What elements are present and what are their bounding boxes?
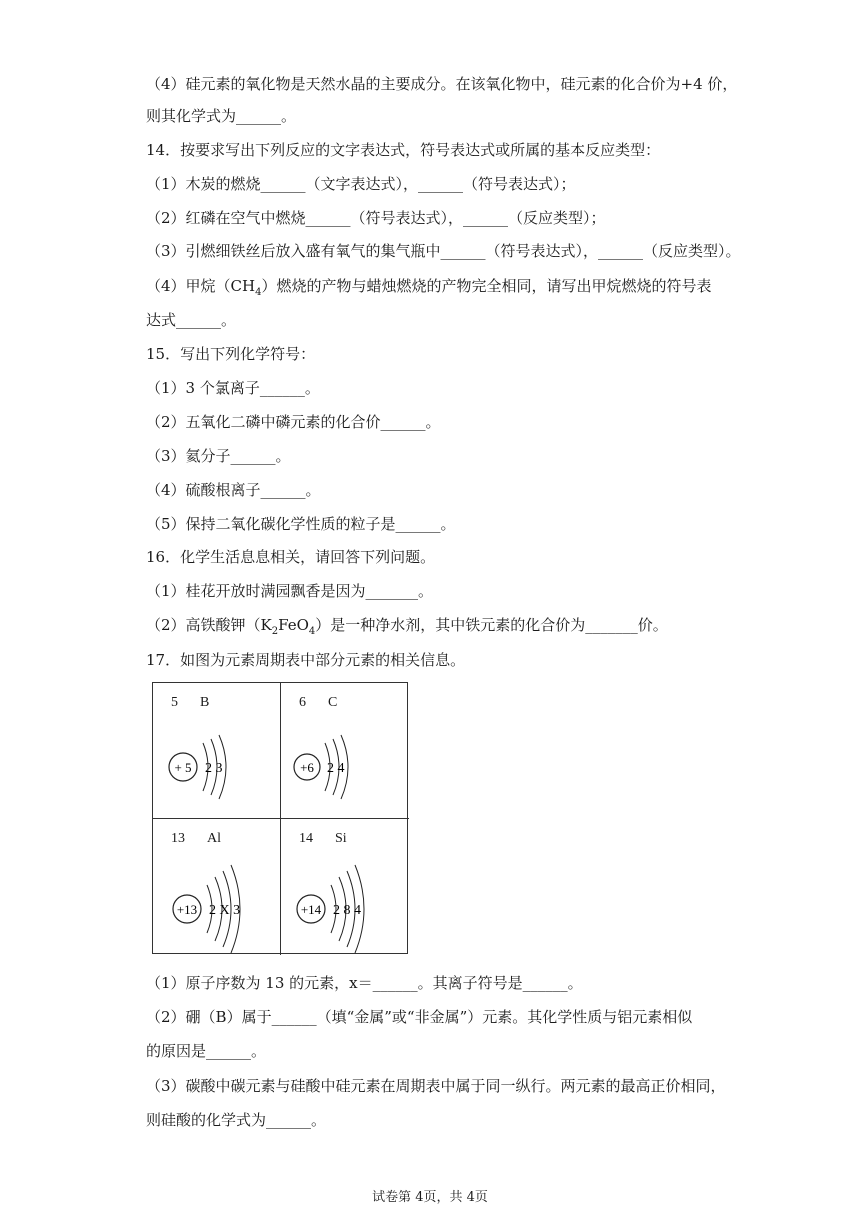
element-cell-carbon	[281, 683, 409, 819]
q15-part2: （2）五氧化二磷中磷元素的化合价______。	[146, 413, 441, 431]
electron-shells: 2 X 3	[209, 903, 241, 918]
q15-part5: （5）保持二氧化碳化学性质的粒子是______。	[146, 515, 456, 533]
nucleus-charge: +13	[176, 902, 198, 917]
atomic-number: 6	[299, 695, 306, 710]
q13-part4-line2: 则其化学式为______。	[146, 107, 297, 125]
q14-part1: （1）木炭的燃烧______（文字表达式），______（符号表达式）；	[146, 175, 576, 193]
q14-part4-line1: （4）甲烷$(CH_4)$燃烧的产物与蜡烛燃烧的产物完全相同，请写出甲烷燃烧的符号表	[146, 277, 712, 298]
element-cell-silicon	[281, 819, 409, 955]
q16-part2: （2）高铁酸钾$(K_2FeO_4)$是一种净水剂，其中铁元素的化合价为_______价。	[146, 616, 668, 637]
q14-part4-line2: 达式______。	[146, 311, 237, 329]
q14-part2: （2）红磷在空气中燃烧______（符号表达式），______（反应类型）；	[146, 209, 606, 227]
element-cell-boron	[153, 683, 281, 819]
page-footer: 试卷第 4页，共 4页	[372, 1190, 488, 1205]
atomic-number: 13	[171, 831, 185, 846]
electron-shells: 2 8 4	[333, 903, 361, 918]
q15-part1: （1）3 个氯离子______。	[146, 379, 320, 397]
q13-part4-line1: （4）硅元素的氧化物是天然水晶的主要成分。在该氧化物中，硅元素的化合价为+4 价，	[146, 75, 738, 93]
electron-shells: 2 4	[327, 761, 345, 776]
atomic-number: 14	[299, 831, 313, 846]
q17-part2-line1: （2）硼（B）属于______（填“金属”或“非金属”）元素。其化学性质与铝元素相似	[146, 1008, 693, 1026]
nucleus-charge: +6	[300, 760, 314, 775]
q14-part3: （3）引燃细铁丝后放入盛有氧气的集气瓶中______（符号表达式），______（反应类型）。	[146, 242, 741, 260]
element-symbol: C	[328, 695, 338, 710]
periodic-table-excerpt	[152, 682, 408, 954]
q17-heading: 17．如图为元素周期表中部分元素的相关信息。	[146, 651, 466, 669]
q17-part3-line2: 则硅酸的化学式为______。	[146, 1111, 327, 1129]
q17-part1: （1）原子序数为 13 的元素，x＝______。其离子符号是______。	[146, 974, 583, 992]
element-symbol: Si	[335, 831, 347, 846]
q17-part2-line2: 的原因是______。	[146, 1042, 267, 1060]
nucleus-charge: +14	[300, 902, 322, 917]
electron-shells: 2 3	[205, 761, 223, 776]
atom-structure-diagram	[153, 819, 281, 955]
q15-heading: 15．写出下列化学符号：	[146, 345, 316, 363]
atom-structure-diagram	[281, 683, 409, 819]
q16-part1: （1）桂花开放时满园飘香是因为_______。	[146, 582, 434, 600]
q15-part4: （4）硫酸根离子______。	[146, 481, 321, 499]
nucleus-charge: + 5	[174, 760, 192, 775]
q16-heading: 16．化学生活息息相关，请回答下列问题。	[146, 548, 436, 566]
element-symbol: Al	[207, 831, 221, 846]
atom-structure-diagram	[281, 819, 409, 955]
q15-part3: （3）氦分子______。	[146, 447, 291, 465]
q17-part3-line1: （3）碳酸中碳元素与硅酸中硅元素在周期表中属于同一纵行。两元素的最高正价相同，	[146, 1077, 726, 1095]
atom-structure-diagram	[153, 683, 281, 819]
atomic-number: 5	[171, 695, 178, 710]
q14-heading: 14．按要求写出下列反应的文字表达式，符号表达式或所属的基本反应类型：	[146, 141, 661, 159]
element-symbol: B	[200, 695, 210, 710]
element-cell-aluminum	[153, 819, 281, 955]
